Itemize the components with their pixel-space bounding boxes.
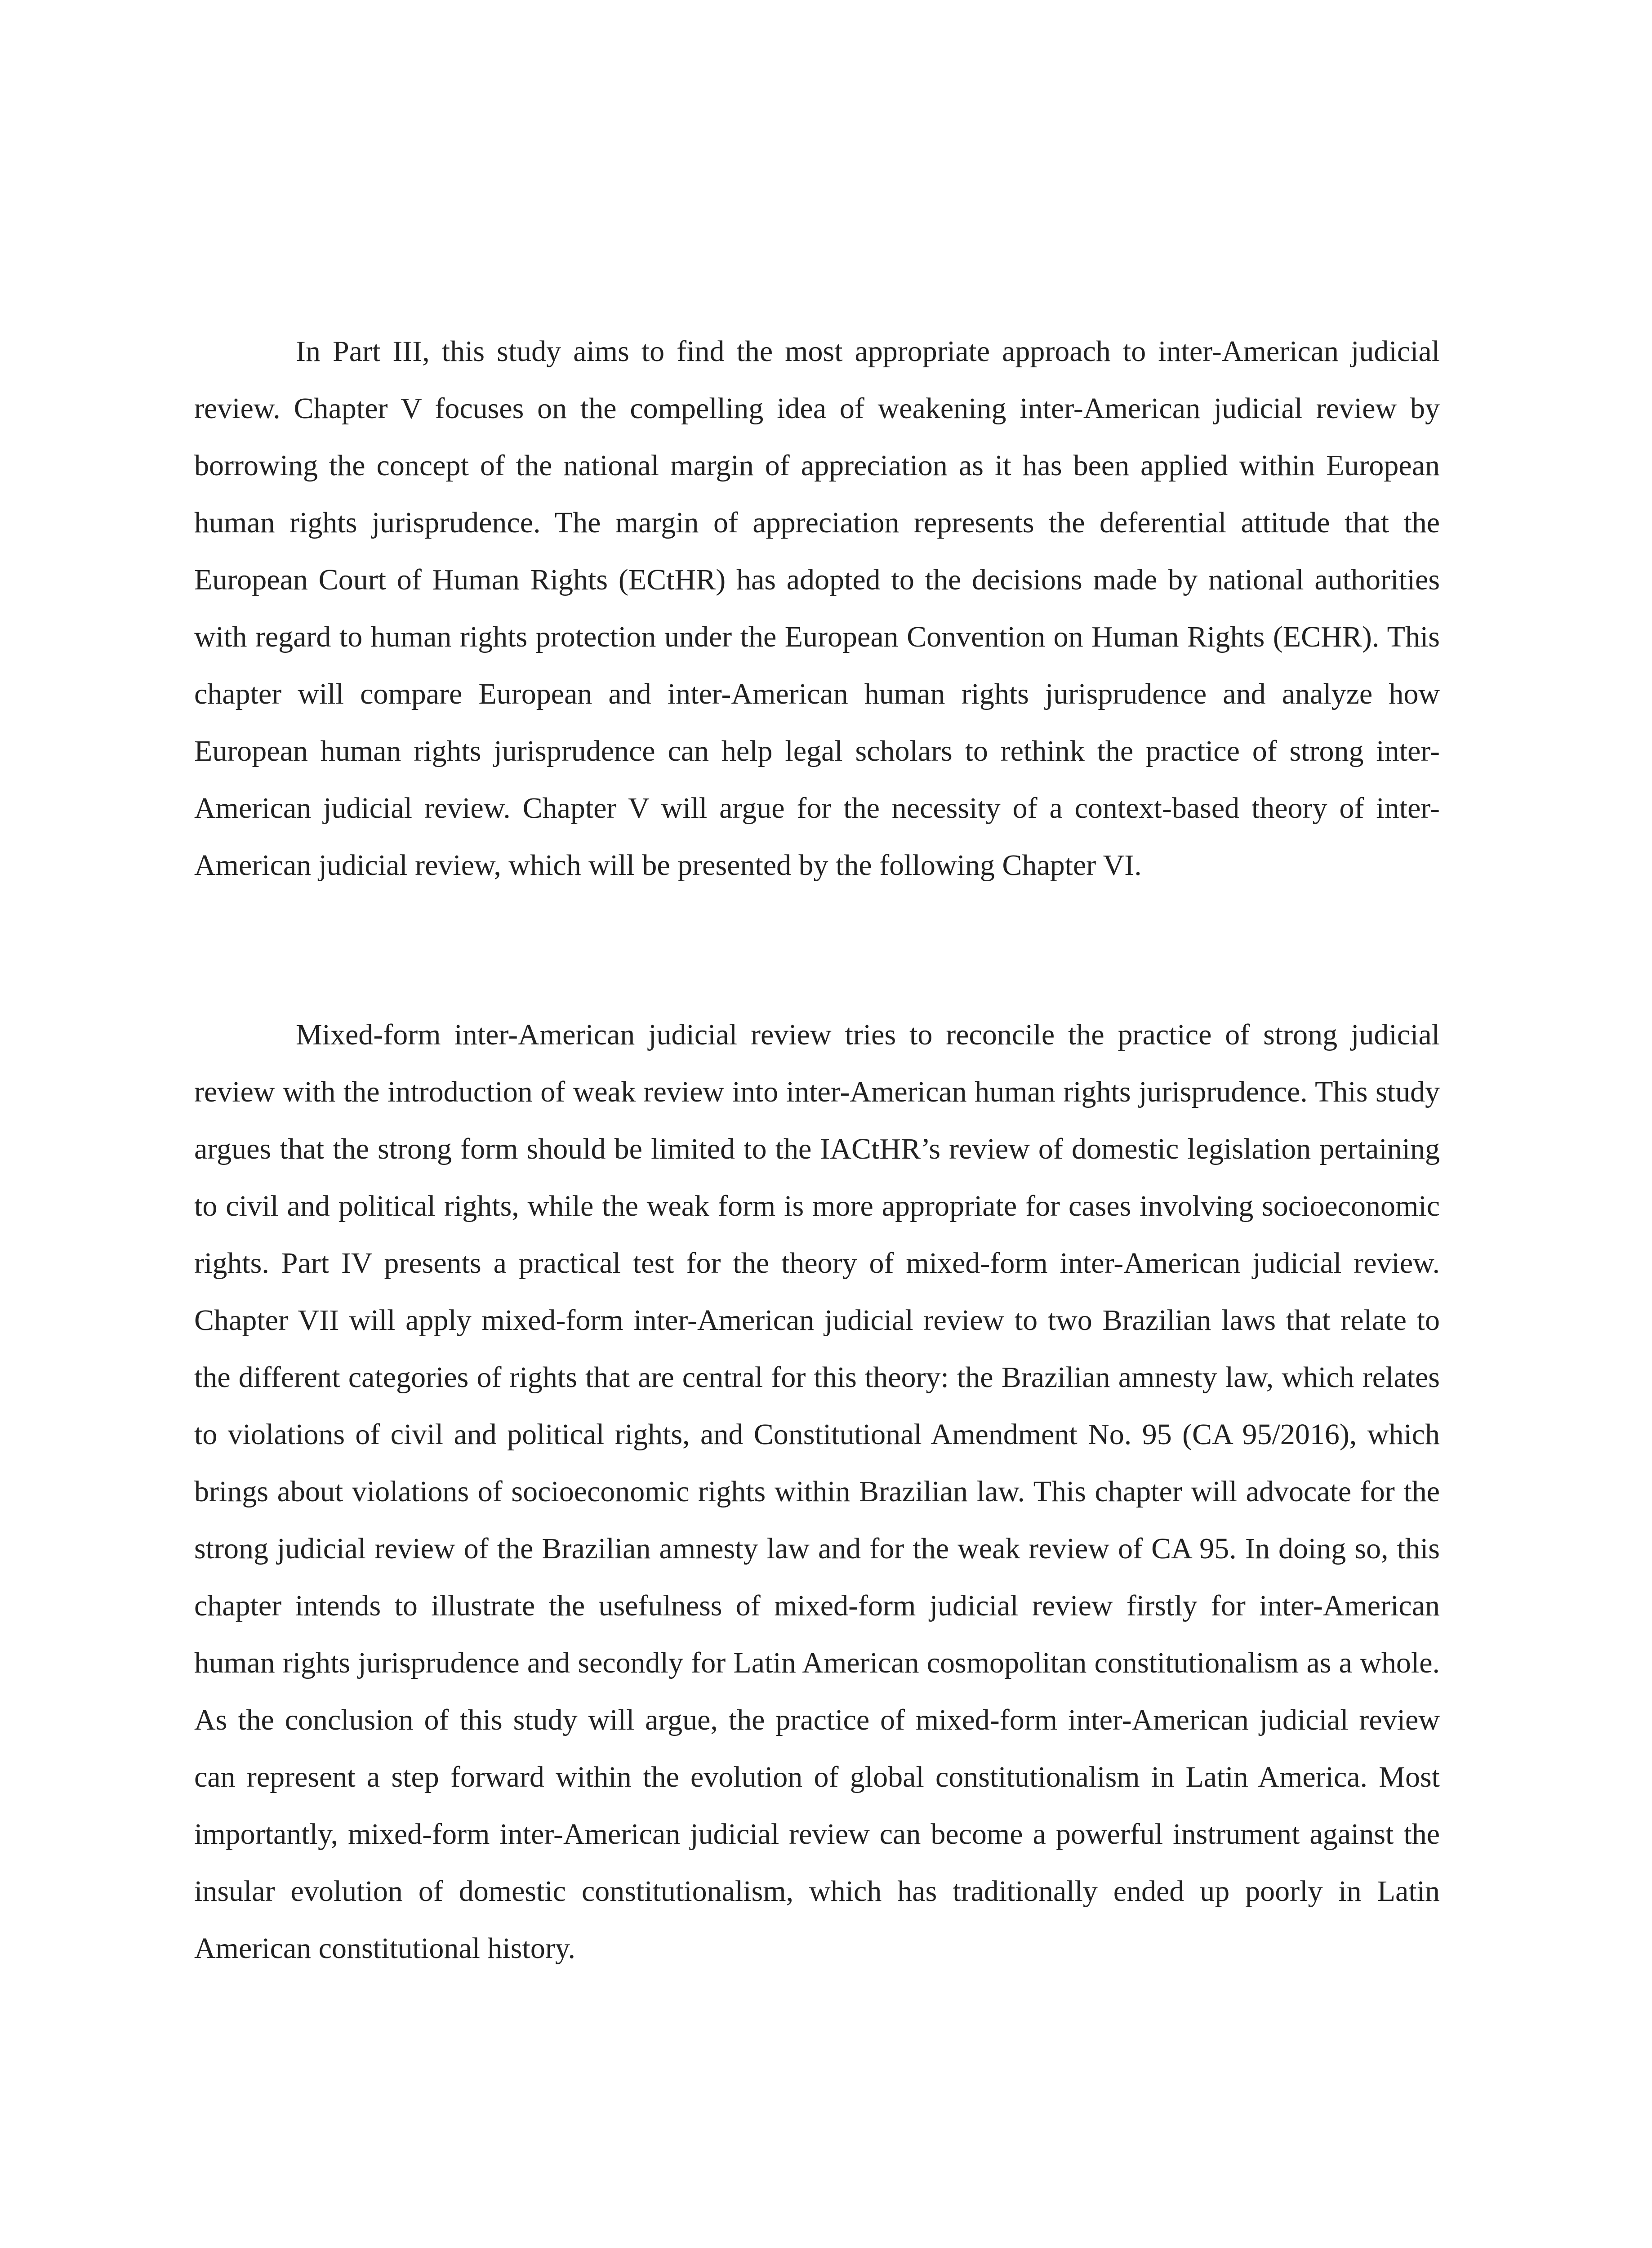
body-paragraph-1: In Part III, this study aims to find the most appropriate approach to inter-American judicial review. Chapter V focuses on the compelling idea of weakening inter-American judicial review by borrowing the concept of the national margin of appreciation as it has been applied within European human rights jurisprudence. The margin of appreciation represents the deferential attitude that the European Court of Human Rights (ECtHR) has adopted to the decisions made by national authorities with regard to human rights protection under the European Convention on Human Rights (ECHR). This chapter will compare European and inter-American human rights jurisprudence and analyze how European human rights jurisprudence can help legal scholars to rethink the practice of strong inter-American judicial review. Chapter V will argue for the necessity of a context-based theory of inter-American judicial review, which will be presented by the following Chapter VI.	[194, 335, 1440, 882]
body-paragraph-2: Mixed-form inter-American judicial review tries to reconcile the practice of strong judicial review with the introduction of weak review into inter-American human rights jurisprudence. This study argues that the strong form should be limited to the IACtHR’s review of domestic legislation pertaining to civil and political rights, while the weak form is more appropriate for cases involving socioeconomic rights. Part IV presents a practical test for the theory of mixed-form inter-American judicial review. Chapter VII will apply mixed-form inter-American judicial review to two Brazilian laws that relate to the different categories of rights that are central for this theory: the Brazilian amnesty law, which relates to violations of civil and political rights, and Constitutional Amendment No. 95 (CA 95/2016), which brings about violations of socioeconomic rights within Brazilian law. This chapter will advocate for the strong judicial review of the Brazilian amnesty law and for the weak review of CA 95. In doing so, this chapter intends to illustrate the usefulness of mixed-form judicial review firstly for inter-American human rights jurisprudence and secondly for Latin American cosmopolitan constitutionalism as a whole. As the conclusion of this study will argue, the practice of mixed-form inter-American judicial review can represent a step forward within the evolution of global constitutionalism in Latin America. Most importantly, mixed-form inter-American judicial review can become a powerful instrument against the insular evolution of domestic constitutionalism, which has traditionally ended up poorly in Latin American constitutional history.	[194, 1018, 1440, 1965]
